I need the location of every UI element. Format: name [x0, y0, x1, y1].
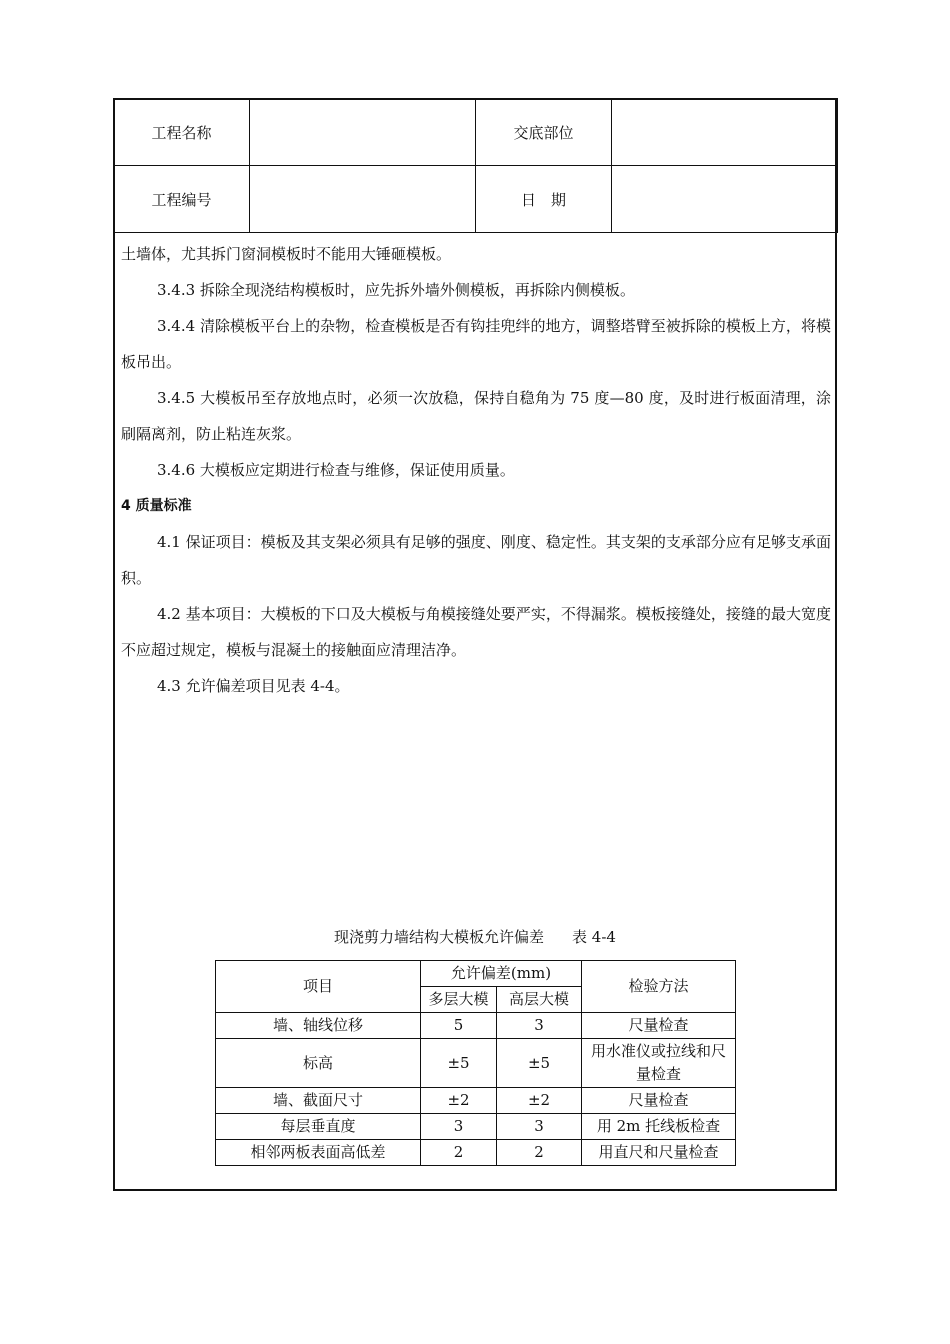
- paragraph: 3.4.6 大模板应定期进行检查与维修，保证使用质量。: [157, 461, 515, 479]
- table-header-row: [216, 961, 736, 987]
- cell-item: 墙、截面尺寸: [216, 1088, 421, 1114]
- cell-multi: 3: [421, 1114, 497, 1140]
- paragraph: 4.3 允许偏差项目见表 4-4。: [157, 677, 350, 695]
- cell-item: 墙、轴线位移: [216, 1013, 421, 1039]
- header-row-1: [114, 99, 838, 166]
- table-caption: [113, 926, 837, 947]
- paragraph: 土墙体，尤其拆门窗洞模板时不能用大锤砸模板。: [121, 245, 452, 263]
- body-text: [121, 236, 831, 704]
- cell-high: 2: [497, 1140, 582, 1166]
- col-item-header: 项目: [216, 961, 421, 1013]
- cell-item: 相邻两板表面高低差: [216, 1140, 421, 1166]
- project-name-value: [250, 99, 476, 166]
- date-value: [612, 166, 838, 233]
- date-label: 日 期: [476, 166, 612, 233]
- table-row: [216, 1088, 736, 1114]
- cell-high: ±2: [497, 1088, 582, 1114]
- cell-multi: 5: [421, 1013, 497, 1039]
- cell-method: 尺量检查: [582, 1013, 736, 1039]
- table-caption-title: 现浇剪力墙结构大模板允许偏差: [334, 928, 545, 946]
- cell-high: 3: [497, 1013, 582, 1039]
- cell-item: 每层垂直度: [216, 1114, 421, 1140]
- cell-item: 标高: [216, 1039, 421, 1088]
- header-row-2: [114, 166, 838, 233]
- cell-method: 用 2m 托线板检查: [582, 1114, 736, 1140]
- project-name-label: 工程名称: [114, 99, 250, 166]
- cell-method: 用水准仪或拉线和尺量检查: [582, 1039, 736, 1088]
- paragraph: 3.4.3 拆除全现浇结构模板时，应先拆外墙外侧模板，再拆除内侧模板。: [157, 281, 635, 299]
- section-heading: 4 质量标准: [121, 498, 192, 514]
- cell-high: ±5: [497, 1039, 582, 1088]
- project-no-value: [250, 166, 476, 233]
- table-row: [216, 1140, 736, 1166]
- cell-high: 3: [497, 1114, 582, 1140]
- col-multi-header: 多层大模: [421, 987, 497, 1013]
- deviation-table: [215, 960, 736, 1166]
- table-caption-number: 表 4-4: [572, 928, 616, 946]
- paragraph: 4.2 基本项目：大模板的下口及大模板与角模接缝处要严实，不得漏浆。模板接缝处，接缝的最大宽度不应超过规定，模板与混凝土的接触面应清理洁净。: [121, 605, 831, 659]
- paragraph: 4.1 保证项目：模板及其支架必须具有足够的强度、刚度、稳定性。其支架的支承部分应有足够支承面积。: [121, 533, 831, 587]
- table-row: [216, 1114, 736, 1140]
- header-table: [113, 98, 838, 233]
- paragraph: 3.4.5 大模板吊至存放地点时，必须一次放稳，保持自稳角为 75 度—80 度，及时进行板面清理，涂刷隔离剂，防止粘连灰浆。: [121, 389, 831, 443]
- cell-multi: ±5: [421, 1039, 497, 1088]
- location-value: [612, 99, 838, 166]
- col-high-header: 高层大模: [497, 987, 582, 1013]
- cell-multi: 2: [421, 1140, 497, 1166]
- cell-method: 尺量检查: [582, 1088, 736, 1114]
- table-row: [216, 1013, 736, 1039]
- cell-multi: ±2: [421, 1088, 497, 1114]
- location-label: 交底部位: [476, 99, 612, 166]
- paragraph: 3.4.4 清除模板平台上的杂物，检查模板是否有钩挂兜绊的地方，调整塔臂至被拆除的模板上方，将模板吊出。: [121, 317, 831, 371]
- project-no-label: 工程编号: [114, 166, 250, 233]
- cell-method: 用直尺和尺量检查: [582, 1140, 736, 1166]
- table-row: [216, 1039, 736, 1088]
- col-method-header: 检验方法: [582, 961, 736, 1013]
- col-allow-header: 允许偏差(mm): [421, 961, 582, 987]
